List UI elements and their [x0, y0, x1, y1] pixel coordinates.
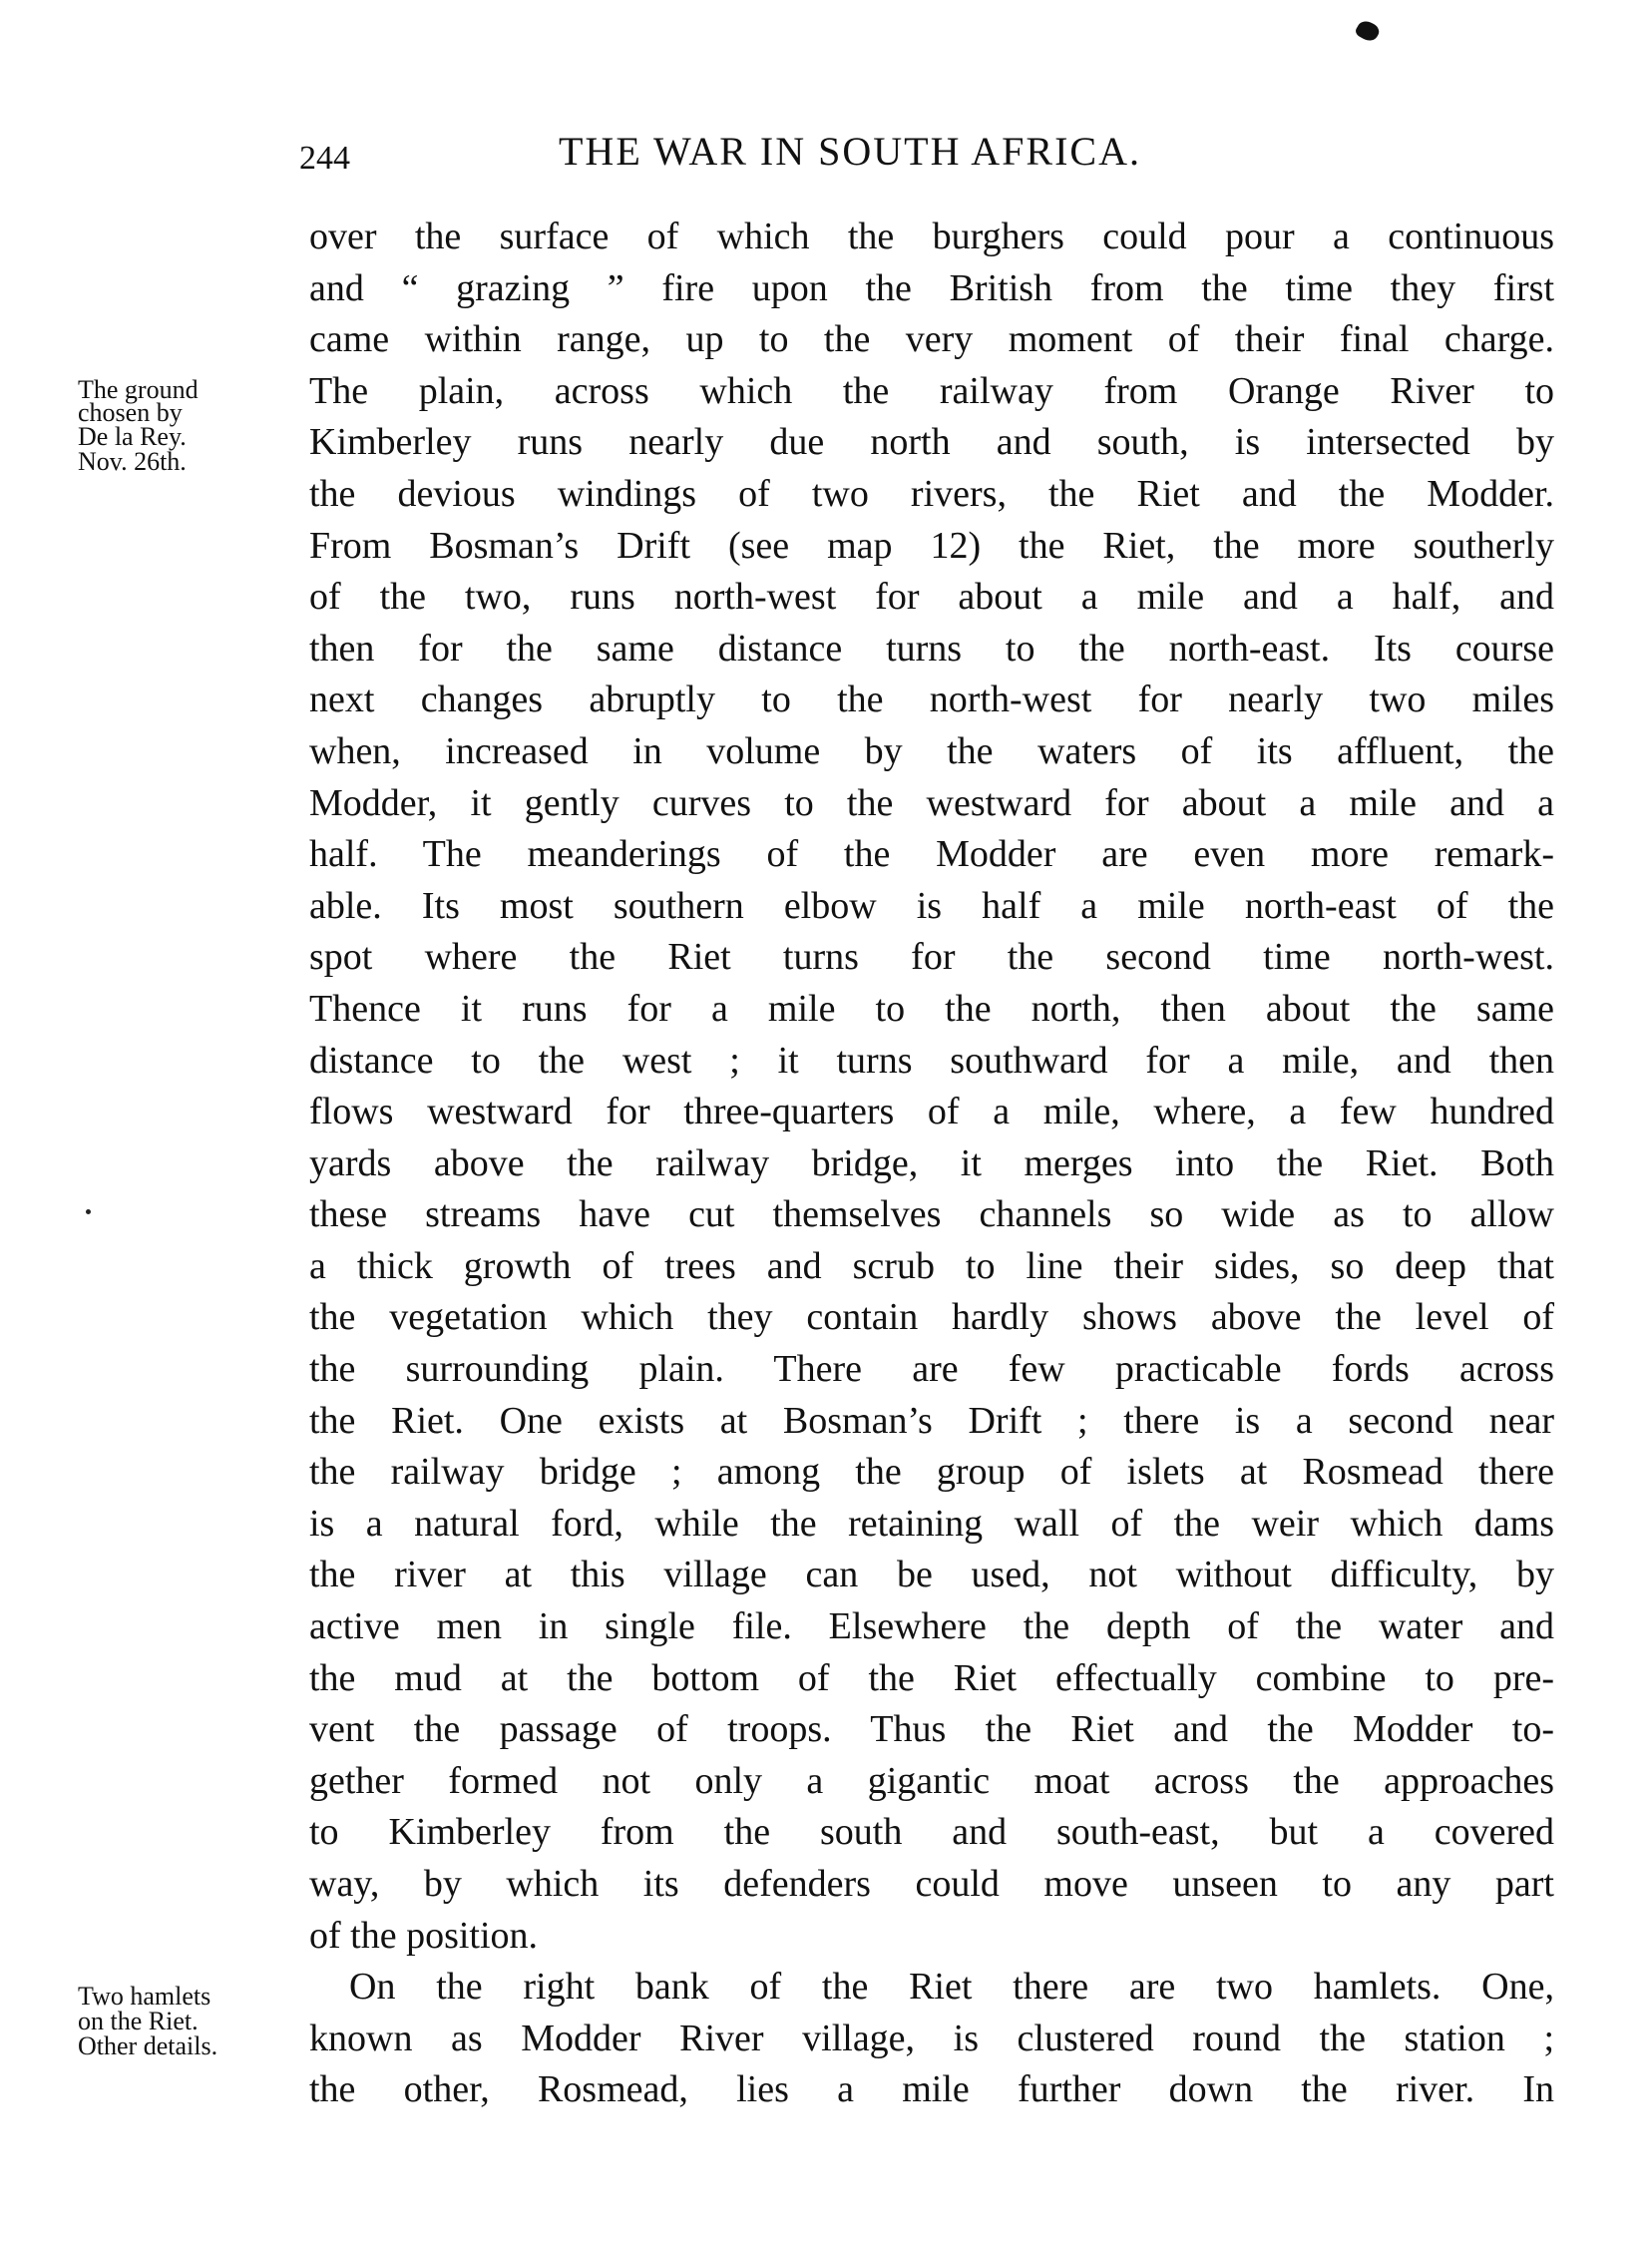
text-line: then for the same distance turns to the north-east. Its course	[309, 627, 1554, 670]
text-line: of the position.	[309, 1914, 539, 1957]
body-text	[309, 212, 1554, 2116]
text-line: able. Its most southern elbow is half a mile north-east of the	[309, 884, 1554, 927]
margin-note-line: Other details.	[78, 2031, 218, 2060]
text-line: to Kimberley from the south and south-east, but a covered	[309, 1811, 1554, 1854]
scan-blot	[1354, 18, 1382, 45]
margin-note-line: chosen by	[78, 398, 183, 427]
text-line: gether formed not only a gigantic moat across the approaches	[309, 1759, 1554, 1802]
running-title: THE WAR IN SOUTH AFRICA.	[559, 129, 1141, 174]
text-line: the Riet. One exists at Bosman’s Drift ; there is a second near	[309, 1399, 1554, 1442]
text-line: Thence it runs for a mile to the north, then about the same	[309, 987, 1554, 1030]
scan-speck	[86, 1209, 91, 1214]
margin-note-ground	[78, 377, 199, 474]
text-line: spot where the Riet turns for the second time north-west.	[309, 936, 1554, 979]
text-line: On the right bank of the Riet there are two hamlets. One,	[349, 1966, 1554, 2009]
text-line: Kimberley runs nearly due north and south, is intersected by	[309, 421, 1554, 464]
text-line: flows westward for three-quarters of a mile, where, a few hundred	[309, 1091, 1554, 1133]
margin-note-line: Nov. 26th.	[78, 447, 187, 476]
text-line: known as Modder River village, is clustered round the station ;	[309, 2017, 1554, 2059]
text-line: the mud at the bottom of the Riet effectually combine to pre-	[309, 1656, 1554, 1699]
text-line: The plain, across which the railway from Orange River to	[309, 369, 1554, 412]
text-line: over the surface of which the burghers could pour a continuous	[309, 216, 1554, 257]
text-line: a thick growth of trees and scrub to line their sides, so deep that	[309, 1244, 1554, 1287]
text-line: half. The meanderings of the Modder are even more remark-	[309, 833, 1554, 876]
text-line: and “ grazing ” fire upon the British from the time they first	[309, 266, 1554, 309]
text-line: the railway bridge ; among the group of islets at Rosmead there	[309, 1451, 1554, 1494]
text-line: distance to the west ; it turns southward for a mile, and then	[309, 1039, 1554, 1082]
text-line: active men in single file. Elsewhere the depth of the water and	[309, 1605, 1554, 1648]
text-line: the other, Rosmead, lies a mile further down the river. In	[309, 2068, 1554, 2111]
text-line: these streams have cut themselves channels so wide as to allow	[309, 1193, 1554, 1236]
text-line: the vegetation which they contain hardly shows above the level of	[309, 1296, 1554, 1339]
text-line: Modder, it gently curves to the westward for about a mile and a	[309, 781, 1554, 824]
margin-note-line: on the Riet.	[78, 2007, 199, 2035]
text-line: is a natural ford, while the retaining wall of the weir which dams	[309, 1502, 1554, 1545]
margin-note-line: The ground	[78, 375, 199, 404]
page-number: 244	[299, 140, 350, 177]
text-line: way, by which its defenders could move unseen to any part	[309, 1863, 1554, 1905]
text-line: the surrounding plain. There are few practicable fords across	[309, 1348, 1554, 1391]
margin-note-line: De la Rey.	[78, 422, 187, 451]
text-line: From Bosman’s Drift (see map 12) the Riet, the more southerly	[309, 524, 1554, 567]
text-line: of the two, runs north-west for about a mile and a half, and	[309, 576, 1554, 619]
text-line: next changes abruptly to the north-west for nearly two miles	[309, 678, 1554, 721]
margin-note-line: Two hamlets	[78, 1982, 211, 2011]
text-line: yards above the railway bridge, it merges into the Riet. Both	[309, 1141, 1554, 1184]
text-line: the river at this village can be used, not without difficulty, by	[309, 1554, 1554, 1596]
text-line: when, increased in volume by the waters of its affluent, the	[309, 729, 1554, 772]
text-line: came within range, up to the very moment of their final charge.	[309, 318, 1554, 361]
margin-note-hamlets	[78, 1984, 217, 2058]
text-line: the devious windings of two rivers, the Riet and the Modder.	[309, 472, 1554, 515]
text-line: vent the passage of troops. Thus the Riet and the Modder to-	[309, 1708, 1554, 1751]
